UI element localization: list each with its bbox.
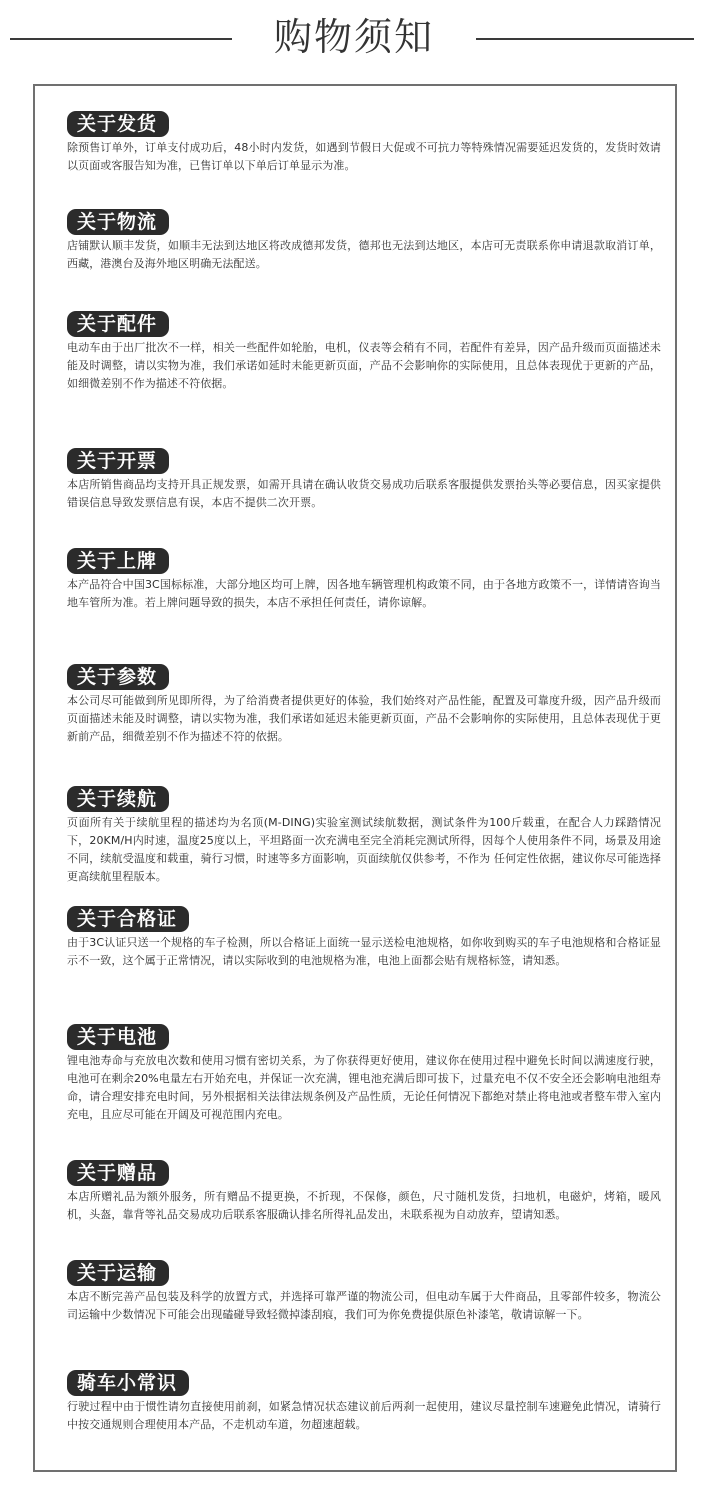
section-text: 除预售订单外，订单支付成功后，48小时内发货，如遇到节假日大促或不可抗力等特殊情况需要延迟发货的，发货时效请以页面或客服告知为准，已售订单以下单后订单显示为准。 [67, 141, 661, 172]
section-text: 本店所赠礼品为额外服务，所有赠品不提更换，不折现，不保修，颜色，尺寸随机发货，扫地机，电磁炉，烤箱，暖风机，头盔，靠背等礼品交易成功后联系客服确认排名所得礼品发出，未联系视为自动放弃，望请知悉。 [67, 1190, 661, 1221]
header-right-rule [476, 38, 694, 40]
section-heading: 关于运输 [67, 1260, 169, 1286]
section-text: 本公司尽可能做到所见即所得，为了给消费者提供更好的体验，我们始终对产品性能，配置及可靠度升级，因产品升级而页面描述未能及时调整，请以实物为准，我们承诺如延迟未能更新页面，产品不会影响你的实际使用，且总体表现优于更新前产品，细微差别不作为描述不符的依据。 [67, 694, 661, 743]
page-header [0, 0, 704, 80]
section-heading: 关于参数 [67, 664, 169, 690]
section-text: 锂电池寿命与充放电次数和使用习惯有密切关系，为了你获得更好使用，建议你在使用过程中避免长时间以满速度行驶，电池可在剩余20%电量左右开始充电，并保证一次充满，锂电池充满后即可拔下，过量充电不仅不安全还会影响电池组寿命，请合理安排充电时间，另外根据相关法律法规条例及产品性质，无论任何情况下都绝对禁止将电池或者整车带入室内充电，且应尽可能在开阔及可视范围内充电。 [67, 1054, 661, 1121]
section-heading: 关于续航 [67, 786, 169, 812]
page-title: 购物须知 [273, 15, 434, 59]
section-heading: 关于合格证 [67, 906, 189, 932]
section-text: 本店不断完善产品包装及科学的放置方式，并选择可靠严谨的物流公司，但电动车属于大件商品，且零部件较多，物流公司运输中少数情况下可能会出现磕碰导致轻微掉漆刮痕，我们可为你免费提供原色补漆笔，敬请谅解一下。 [67, 1290, 661, 1321]
section-text: 本店所销售商品均支持开具正规发票，如需开具请在确认收货交易成功后联系客服提供发票抬头等必要信息，因买家提供错误信息导致发票信息有误，本店不提供二次开票。 [67, 478, 661, 509]
section-riding-tips [67, 1370, 661, 1434]
section-invoice [67, 448, 661, 512]
section-heading: 关于电池 [67, 1024, 169, 1050]
section-text: 行驶过程中由于惯性请勿直接使用前刹，如紧急情况状态建议前后两刹一起使用，建议尽量控制车速避免此情况，请骑行中按交通规则合理使用本产品，不走机动车道，勿超速超载。 [67, 1400, 661, 1431]
section-text: 电动车由于出厂批次不一样，相关一些配件如轮胎，电机，仪表等会稍有不同，若配件有差异，因产品升级而页面描述未能及时调整，请以实物为准，我们承诺如延时未能更新页面，产品不会影响你的实际使用，且总体表现优于更新的产品，如细微差别不作为描述不符依据。 [67, 341, 661, 390]
section-battery [67, 1024, 661, 1124]
section-text: 本产品符合中国3C国标标准，大部分地区均可上牌，因各地车辆管理机构政策不同，由于各地方政策不一，详情请咨询当地车管所为准。若上牌问题导致的损失，本店不承担任何责任，请你谅解。 [67, 578, 661, 609]
section-text: 页面所有关于续航里程的描述均为名顶(M-DING)实验室测试续航数据，测试条件为100斤载重，在配合人力踩踏情况下，20KM/H内时速，温度25度以上，平坦路面一次充满电至完全消耗完测试所得，因每个人使用条件不同，场景及用途不同，续航受温度和载重，骑行习惯，时速等多方面影响，页面续航仅供参考，不作为 任何定性依据，建议你尽可能选择更高续航里程版本。 [67, 816, 661, 883]
section-shipping [67, 111, 661, 175]
section-heading: 关于上牌 [67, 548, 169, 574]
section-heading: 关于赠品 [67, 1160, 169, 1186]
section-logistics [67, 209, 661, 273]
section-parts [67, 311, 661, 393]
section-heading: 关于开票 [67, 448, 169, 474]
section-text: 由于3C认证只送一个规格的车子检测，所以合格证上面统一显示送检电池规格，如你收到购买的车子电池规格和合格证显示不一致，这个属于正常情况，请以实际收到的电池规格为准，电池上面都会贴有规格标签，请知悉。 [67, 936, 661, 967]
section-gifts [67, 1160, 661, 1224]
section-range [67, 786, 661, 886]
section-heading: 关于物流 [67, 209, 169, 235]
section-heading: 关于配件 [67, 311, 169, 337]
section-certificate [67, 906, 661, 970]
section-heading: 关于发货 [67, 111, 169, 137]
section-heading: 骑车小常识 [67, 1370, 189, 1396]
section-text: 店铺默认顺丰发货，如顺丰无法到达地区将改成德邦发货，德邦也无法到达地区，本店可无责联系你申请退款取消订单，西藏，港澳台及海外地区明确无法配送。 [67, 239, 661, 270]
section-transport [67, 1260, 661, 1324]
section-registration [67, 548, 661, 612]
header-left-rule [10, 38, 232, 40]
section-parameters [67, 664, 661, 746]
